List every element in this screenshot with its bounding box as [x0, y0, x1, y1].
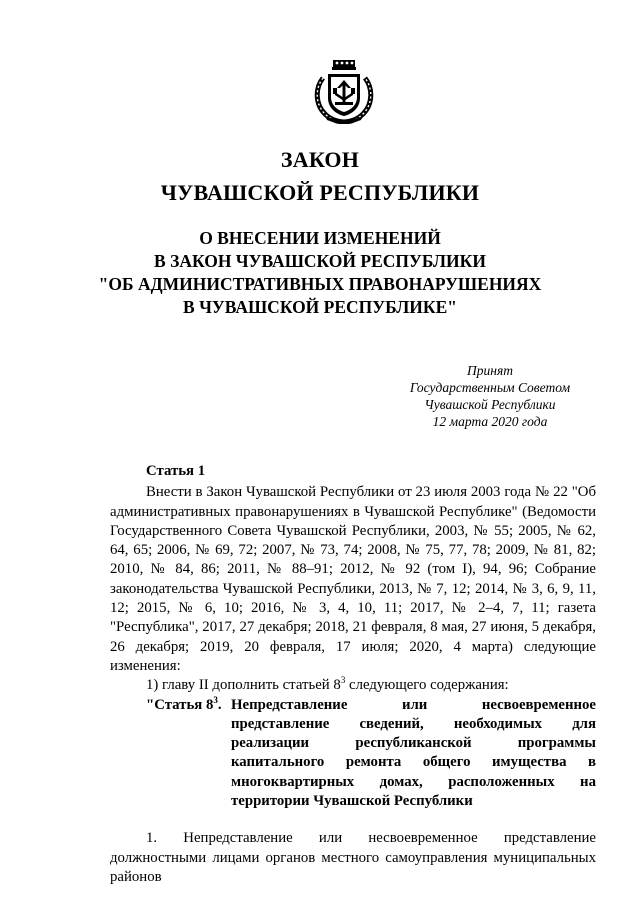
subtitle-line: В ЧУВАШСКОЙ РЕСПУБЛИКЕ" — [183, 297, 457, 317]
issuer-title: ЧУВАШСКОЙ РЕСПУБЛИКИ — [160, 180, 480, 205]
article-label-text: "Статья 8 — [146, 696, 214, 713]
adoption-line: Принят — [467, 363, 513, 378]
subtitle-line: О ВНЕСЕНИИ ИЗМЕНЕНИЙ — [199, 228, 441, 248]
adoption-line: Государственным Советом — [409, 380, 571, 395]
document-type-title: ЗАКОН — [280, 147, 360, 172]
article-8-3-heading — [146, 696, 596, 812]
subtitle-line: В ЗАКОН ЧУВАШСКОЙ РЕСПУБЛИКИ — [154, 251, 486, 271]
document-body — [110, 462, 596, 902]
point-1-text: 1. Непредставление или несвоевременное представление должностными лицами органов местного самоуправления муниципальных районов — [110, 830, 596, 885]
chuvash-emblem-icon — [311, 58, 377, 124]
article-8-3-title: Непредставление или несвоевременное представление сведений, необходимых для реализации республиканской программы капитального ремонта общего имущества в многоквартирных домах, расположенных на территории Чувашской Республики — [231, 696, 596, 810]
article-label-superscript: 3 — [213, 694, 218, 705]
article-1-heading: Статья 1 — [146, 463, 206, 479]
article-label-dot: . — [217, 696, 222, 713]
law-subtitle — [40, 227, 600, 319]
item-text: 1) главу II дополнить статьей 8 — [146, 677, 341, 694]
adoption-block — [380, 362, 600, 430]
adoption-line: Чувашской Республики — [424, 397, 556, 412]
item-text-end: следующего содержания: — [345, 677, 509, 694]
article-1-intro: Внести в Закон Чувашской Республики от 23 июля 2003 года № 22 "Об административных правонарушениях в Чувашской Республике" (Ведомости Государственного Совета Чувашской Республики, 2003, № 55; 2005, № 62, 64, 65; 2006, № 69, 72; 2007, № 73, 74; 2008, № 75, 77, 78; 2009, № 81, 82; 2010, № 84, 86; 2011, № 88–91; 2012, № 92 (том I), 94, 96; Собрание законодательства Чувашской Республики, 2013, № 7, 12; 2014, № 3, 6, 9, 11, 12; 2015, № 6, 10; 2016, № 3, 4, 10, 11; 2017, № 2–4, 7, 11; газета "Республика", 2017, 27 декабря; 2018, 21 февраля, 8 мая, 27 июня, 5 декабря, 26 декабря; 2019, 20 февраля, 17 июля; 2020, 4 марта) следующие изменения: — [110, 484, 596, 674]
subtitle-line: "ОБ АДМИНИСТРАТИВНЫХ ПРАВОНАРУШЕНИЯХ — [98, 274, 542, 294]
amendment-item-1 — [110, 676, 596, 695]
adoption-date: 12 марта 2020 года — [432, 414, 548, 429]
item-superscript: 3 — [340, 675, 346, 686]
article-8-3-label — [146, 696, 231, 812]
